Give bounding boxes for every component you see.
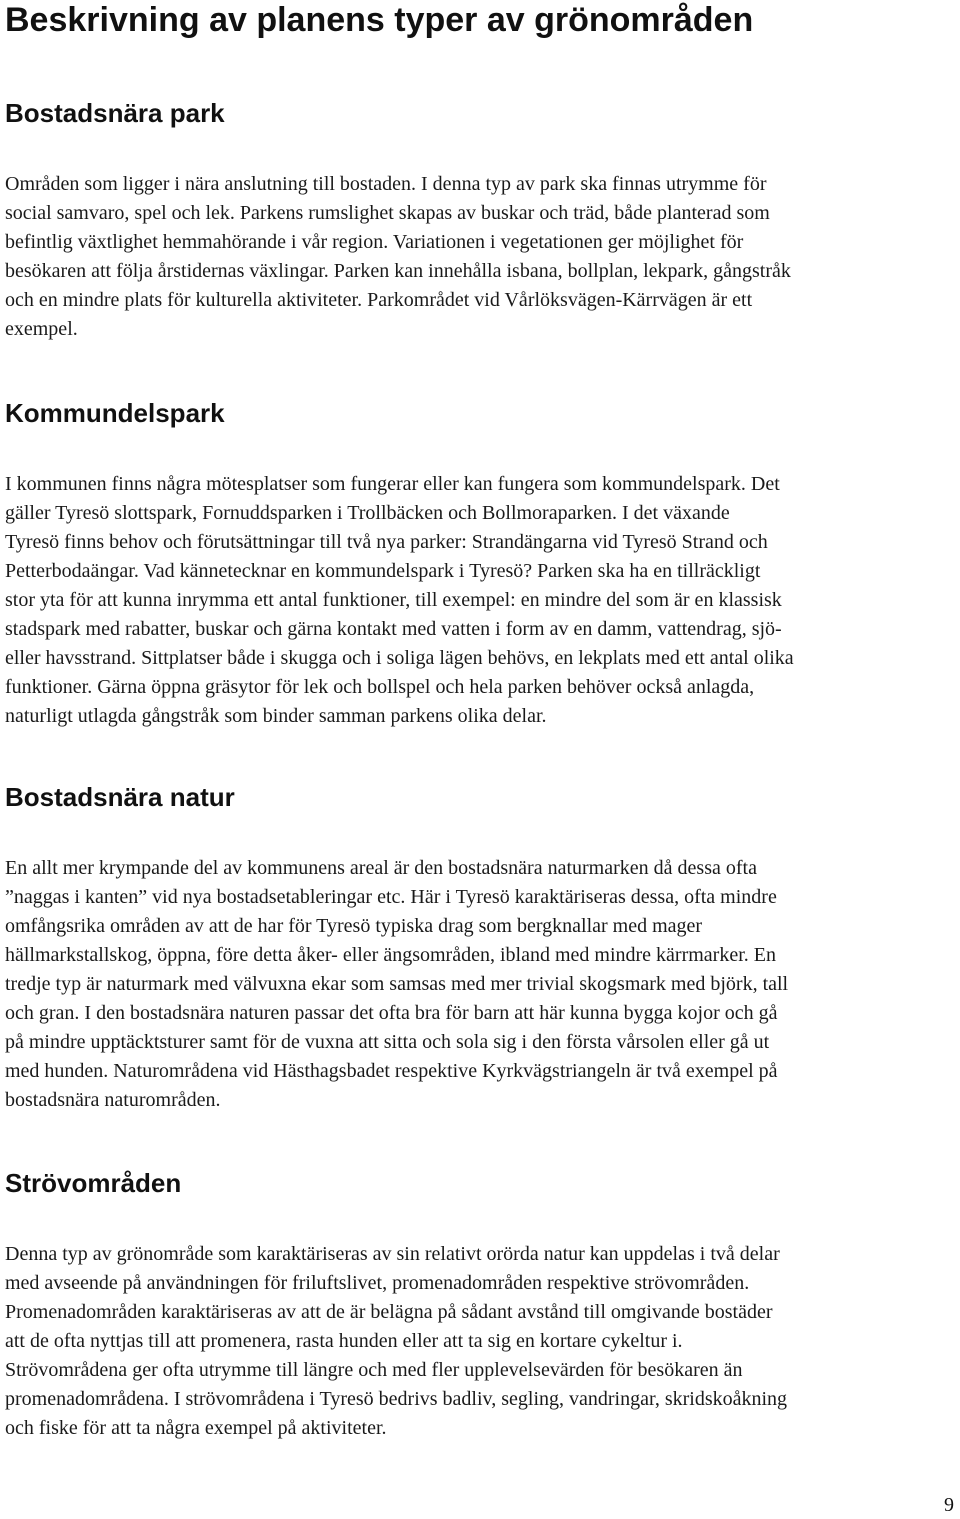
section-heading-kommundelspark: Kommundelspark	[5, 398, 225, 428]
text-line: En allt mer krympande del av kommunens areal är den bostadsnära naturmarken då dessa ofta	[5, 857, 757, 879]
text-line: bostadsnära naturområden.	[5, 1089, 221, 1111]
section-heading-bostadsnara-park: Bostadsnära park	[5, 98, 225, 128]
text-line: besökaren att följa årstidernas växlingar. Parken kan innehålla isbana, bollplan, lekpark, gångstråk	[5, 260, 791, 282]
text-line: exempel.	[5, 318, 78, 340]
section-text-strovomraden	[5, 1240, 787, 1443]
text-line: stor yta för att kunna inrymma ett antal funktioner, till exempel: en mindre del som är en klassisk	[5, 589, 782, 611]
text-line: Områden som ligger i nära anslutning till bostaden. I denna typ av park ska finnas utrymme för	[5, 173, 767, 195]
text-line: Denna typ av grönområde som karaktäriseras av sin relativt orörda natur kan uppdelas i två delar	[5, 1243, 780, 1265]
text-line: Promenadområden karaktäriseras av att de är belägna på sådant avstånd till omgivande bostäder	[5, 1301, 773, 1323]
text-line: gäller Tyresö slottspark, Fornuddsparken i Trollbäcken och Bollmoraparken. I det växande	[5, 502, 730, 524]
section-heading-bostadsnara-natur: Bostadsnära natur	[5, 782, 235, 812]
text-line: med hunden. Naturområdena vid Hästhagsbadet respektive Kyrkvägstriangeln är två exempel på	[5, 1060, 778, 1082]
text-line: att de ofta nyttjas till att promenera, rasta hunden eller att ta sig en kortare cykeltur i.	[5, 1330, 683, 1352]
text-line: med avseende på användningen för friluftslivet, promenadområden respektive strövområden.	[5, 1272, 750, 1294]
section-text-bostadsnara-natur	[5, 854, 788, 1115]
text-line: och gran. I den bostadsnära naturen passar det ofta bra för barn att här kunna bygga kojor och gå	[5, 1002, 778, 1024]
section-text-kommundelspark	[5, 470, 794, 731]
text-line: stadspark med rabatter, buskar och gärna kontakt med vatten i form av en damm, vattendrag, sjö-	[5, 618, 782, 640]
text-line: social samvaro, spel och lek. Parkens rumslighet skapas av buskar och träd, både planterad som	[5, 202, 770, 224]
text-line: ”naggas i kanten” vid nya bostadsetableringar etc. Här i Tyresö karaktäriseras dessa, ofta mindre	[5, 886, 777, 908]
text-line: omfångsrika områden av att de har för Tyresö typiska drag som bergknallar med mager	[5, 915, 703, 937]
page-number: 9	[944, 1494, 954, 1516]
text-line: promenadområdena. I strövområdena i Tyresö bedrivs badliv, segling, vandringar, skridskoåkning	[5, 1388, 788, 1410]
text-line: naturligt utlagda gångstråk som binder samman parkens olika delar.	[5, 705, 547, 727]
text-line: Petterbodaängar. Vad kännetecknar en kommundelspark i Tyresö? Parken ska ha en tillräckligt	[5, 560, 761, 582]
section-text-bostadsnara-park	[5, 170, 791, 344]
text-line: tredje typ är naturmark med välvuxna ekar som samsas med mer trivial skogsmark med björk, tall	[5, 973, 789, 995]
text-line: och en mindre plats för kulturella aktiviteter. Parkområdet vid Vårlöksvägen-Kärrvägen är ett	[5, 289, 753, 311]
text-line: hällmarkstallskog, öppna, före detta åker- eller ängsområden, ibland med mindre kärrmarker. En	[5, 944, 776, 966]
text-line: eller havsstrand. Sittplatser både i skugga och i soliga lägen behövs, en lekplats med ett antal olika	[5, 647, 794, 669]
section-heading-strovomraden: Strövområden	[5, 1168, 182, 1198]
text-line: I kommunen finns några mötesplatser som fungerar eller kan fungera som kommundelspark. Det	[5, 473, 780, 495]
page-title: Beskrivning av planens typer av grönområden	[5, 1, 754, 39]
text-line: Tyresö finns behov och förutsättningar till två nya parker: Strandängarna vid Tyresö Strand och	[5, 531, 768, 553]
text-line: funktioner. Gärna öppna gräsytor för lek och bollspel och hela parken behöver också anlagda,	[5, 676, 755, 698]
text-line: på mindre upptäcktsturer samt för de vuxna att sitta och sola sig i den första vårsolen eller gå ut	[5, 1031, 770, 1053]
text-line: befintlig växtlighet hemmahörande i vår region. Variationen i vegetationen ger möjlighet för	[5, 231, 744, 253]
text-line: och fiske för att ta några exempel på aktiviteter.	[5, 1417, 387, 1439]
text-line: Strövområdena ger ofta utrymme till längre och med fler upplevelsevärden för besökaren än	[5, 1359, 743, 1381]
